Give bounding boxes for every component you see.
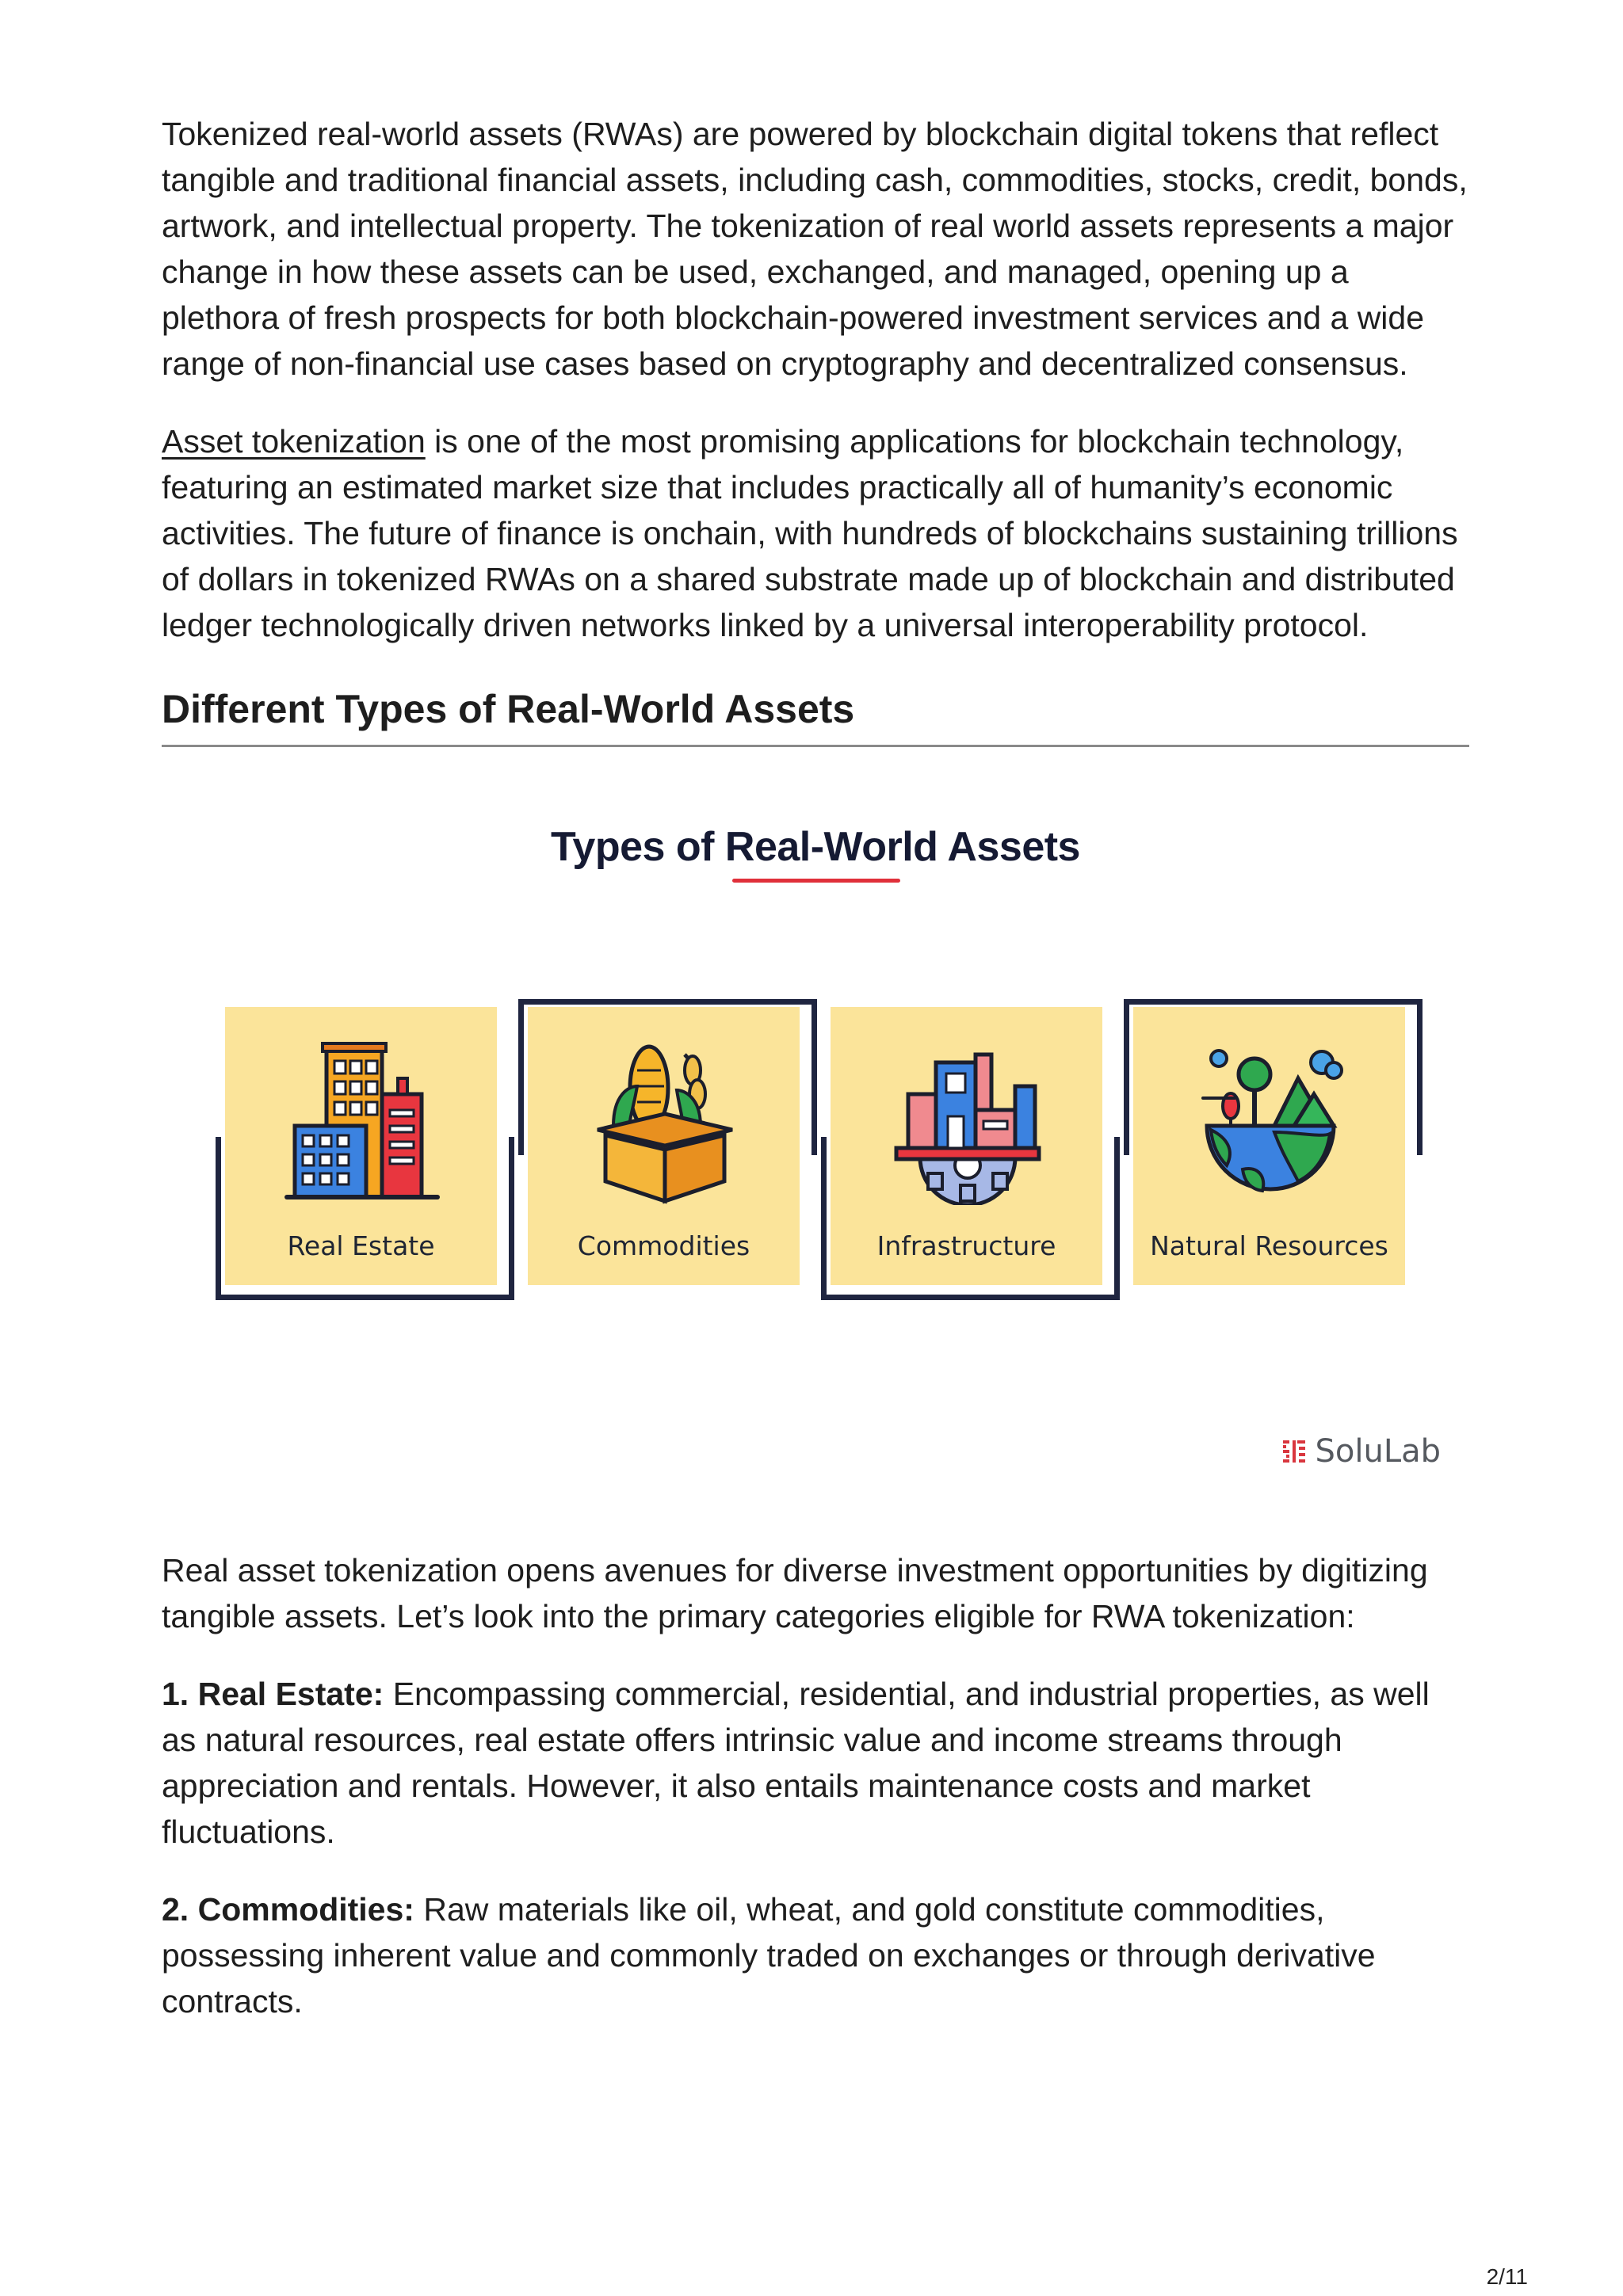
asset-tokenization-paragraph [162, 418, 1469, 648]
rwa-types-infographic [162, 747, 1469, 1547]
commodities-item [162, 1886, 1469, 2024]
card-infrastructure [831, 1007, 1102, 1285]
brand-name: SoluLab [1315, 1433, 1441, 1470]
real-estate-item-text: Encompassing commercial, residential, and industrial properties, as well as natural resources, real estate offers intrinsic value and income streams through appreciation and rentals. However, it also entails maintenance costs and market fluctuations. [162, 1676, 1430, 1850]
commodities-item-title: 2. Commodities: [162, 1891, 414, 1928]
page-number: 2/11 [1486, 2264, 1528, 2289]
earth-nature-icon [1187, 1039, 1354, 1205]
buildings-icon [279, 1039, 445, 1205]
infographic-title: Types of Real-World Assets [551, 824, 1080, 870]
brand-logo [1281, 1433, 1441, 1470]
card-label: Real Estate [287, 1230, 435, 1261]
card-real-estate [225, 1007, 497, 1285]
crop-box-icon [582, 1039, 748, 1205]
article [162, 111, 1469, 2056]
solulab-logo-icon [1281, 1439, 1307, 1464]
asset-tokenization-text: is one of the most promising applications for blockchain technology, featuring an estimated market size that includes practically all of humanity’s economic activities. The future of finance is onchain, with hundreds of blockchains sustaining trillions of dollars in tokenized RWAs on a shared substrate made up of blockchain and distributed ledger technologically driven networks linked by a universal interoperability protocol. [162, 423, 1458, 643]
card-label: Infrastructure [876, 1230, 1056, 1261]
card-commodities [528, 1007, 800, 1285]
card-label: Natural Resources [1150, 1230, 1388, 1261]
intro-paragraph: Tokenized real-world assets (RWAs) are powered by blockchain digital tokens that reflect tangible and traditional financial assets, including cash, commodities, stocks, credit, bonds, artwork, and intellectual property. The tokenization of real world assets represents a major change in how these assets can be used, exchanged, and managed, opening up a plethora of fresh prospects for both blockchain-powered investment services and a wide range of non-financial use cases based on cryptography and decentralized consensus. [162, 116, 1468, 382]
section-heading: Different Types of Real-World Assets [162, 680, 1469, 747]
factory-gear-icon [884, 1039, 1051, 1205]
commodities-item-text: Raw materials like oil, wheat, and gold constitute commodities, possessing inherent value and commonly traded on exchanges or through derivative contracts. [162, 1891, 1376, 2019]
card-natural-resources [1133, 1007, 1405, 1285]
intro-categories-paragraph: Real asset tokenization opens avenues for diverse investment opportunities by digitizing tangible assets. Let’s look into the primary categories eligible for RWA tokenization: [162, 1552, 1428, 1634]
title-underline [732, 879, 900, 883]
asset-tokenization-link[interactable]: Asset tokenization [162, 423, 426, 460]
real-estate-item-title: 1. Real Estate: [162, 1676, 384, 1712]
real-estate-item [162, 1671, 1469, 1855]
card-label: Commodities [577, 1230, 750, 1261]
